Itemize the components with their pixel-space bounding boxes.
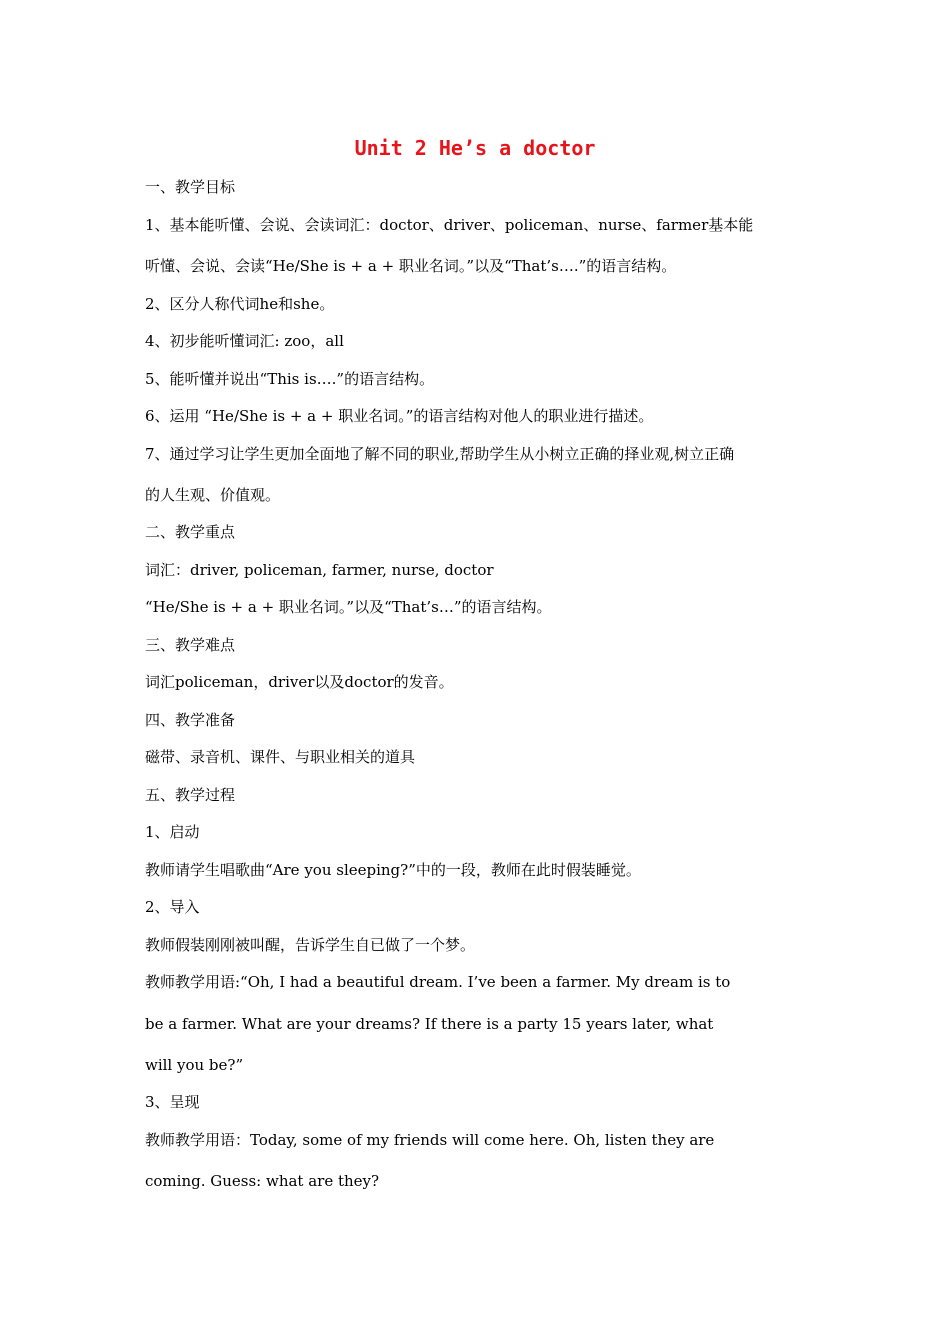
document-title: Unit 2 He’s a doctor: [354, 136, 596, 160]
text-line: 听懂、会说、会读“He/She is + a + 职业名词。”以及“That’s….”的语言结构。: [145, 257, 677, 275]
text-line: 2、区分人称代词he和she。: [145, 295, 335, 313]
text-line: 3、呈现: [145, 1093, 200, 1111]
text-line: 5、能听懂并说出“This is….”的语言结构。: [145, 370, 435, 388]
section-heading-process: 五、教学过程: [145, 786, 236, 804]
text-line: 词汇：driver, policeman, farmer, nurse, doctor: [145, 561, 494, 579]
text-line: will you be?”: [145, 1056, 244, 1074]
text-line: “He/She is + a + 职业名词。”以及“That’s…”的语言结构。: [145, 598, 552, 616]
text-line: 1、基本能听懂、会说、会读词汇：doctor、driver、policeman、nurse、farmer基本能: [145, 216, 754, 234]
section-heading-difficulties: 三、教学难点: [145, 636, 236, 654]
text-line: 7、通过学习让学生更加全面地了解不同的职业,帮助学生从小树立正确的择业观,树立正确: [145, 445, 735, 463]
section-heading-key-points: 二、教学重点: [145, 523, 236, 541]
text-line: 教师假装刚刚被叫醒，告诉学生自已做了一个梦。: [145, 936, 476, 954]
text-line: 6、运用 “He/She is + a + 职业名词。”的语言结构对他人的职业进行描述。: [145, 407, 654, 425]
text-line: 词汇policeman，driver以及doctor的发音。: [145, 673, 454, 691]
text-line: coming. Guess: what are they?: [145, 1172, 380, 1190]
text-line: 2、导入: [145, 898, 200, 916]
section-heading-objectives: 一、教学目标: [145, 178, 236, 196]
text-line: 教师请学生唱歌曲“Are you sleeping?”中的一段，教师在此时假装睡觉。: [145, 861, 641, 879]
section-heading-preparation: 四、教学准备: [145, 711, 236, 729]
text-line: 4、初步能听懂词汇: zoo，all: [145, 332, 344, 350]
text-line: 磁带、录音机、课件、与职业相关的道具: [145, 748, 416, 766]
text-line: be a farmer. What are your dreams? If there is a party 15 years later, what: [145, 1015, 714, 1033]
text-line: 教师教学用语:“Oh, I had a beautiful dream. I’ve been a farmer. My dream is to: [145, 973, 731, 991]
text-line: 1、启动: [145, 823, 200, 841]
text-line: 的人生观、价值观。: [145, 486, 281, 504]
text-line: 教师教学用语：Today, some of my friends will come here. Oh, listen they are: [145, 1131, 715, 1149]
